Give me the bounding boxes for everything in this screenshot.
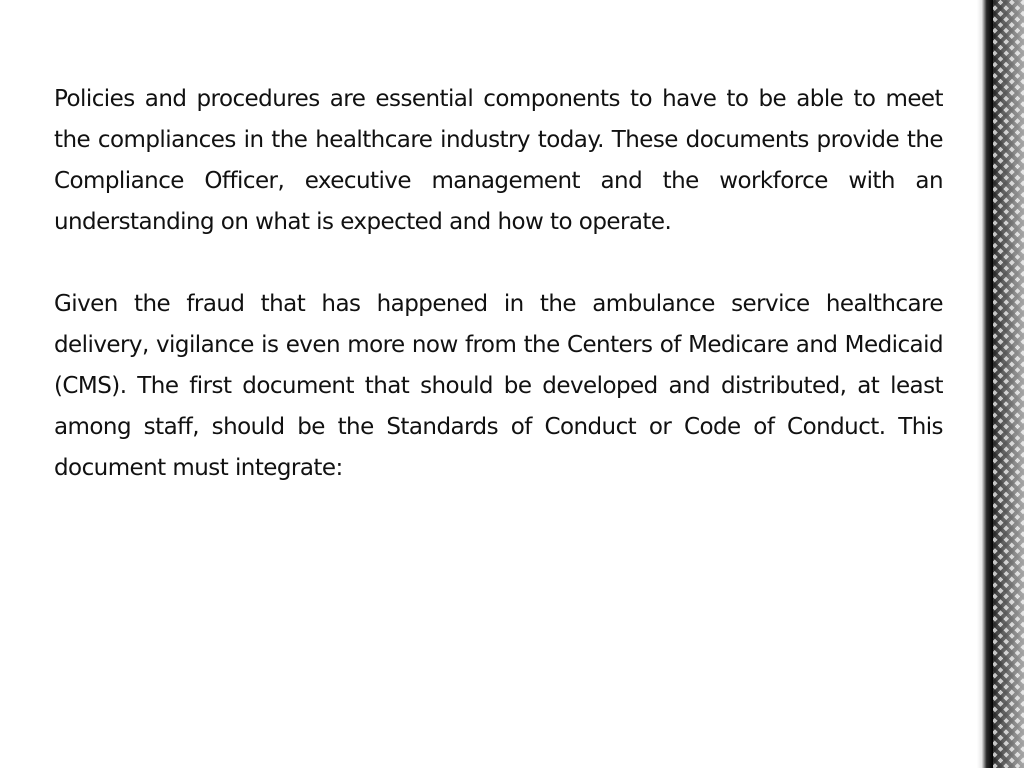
paragraph-fraud: Given the fraud that has happened in the ambulance service healthcare delivery, vigilance is even more now from the Centers of Medicare and Medicaid (CMS). The first document that should be developed and distributed, at least among staff, should be the Standards of Conduct or Code of Conduct. This document must integrate: xyxy=(54,291,943,481)
decorative-border-edge xyxy=(977,0,993,768)
paragraph-policies: Policies and procedures are essential components to have to be able to meet the compliances in the healthcare industry today. These documents provide the Compliance Officer, executive management and the workforce with an understanding on what is expected and how to operate. xyxy=(54,86,943,235)
slide-body-text xyxy=(54,79,943,489)
